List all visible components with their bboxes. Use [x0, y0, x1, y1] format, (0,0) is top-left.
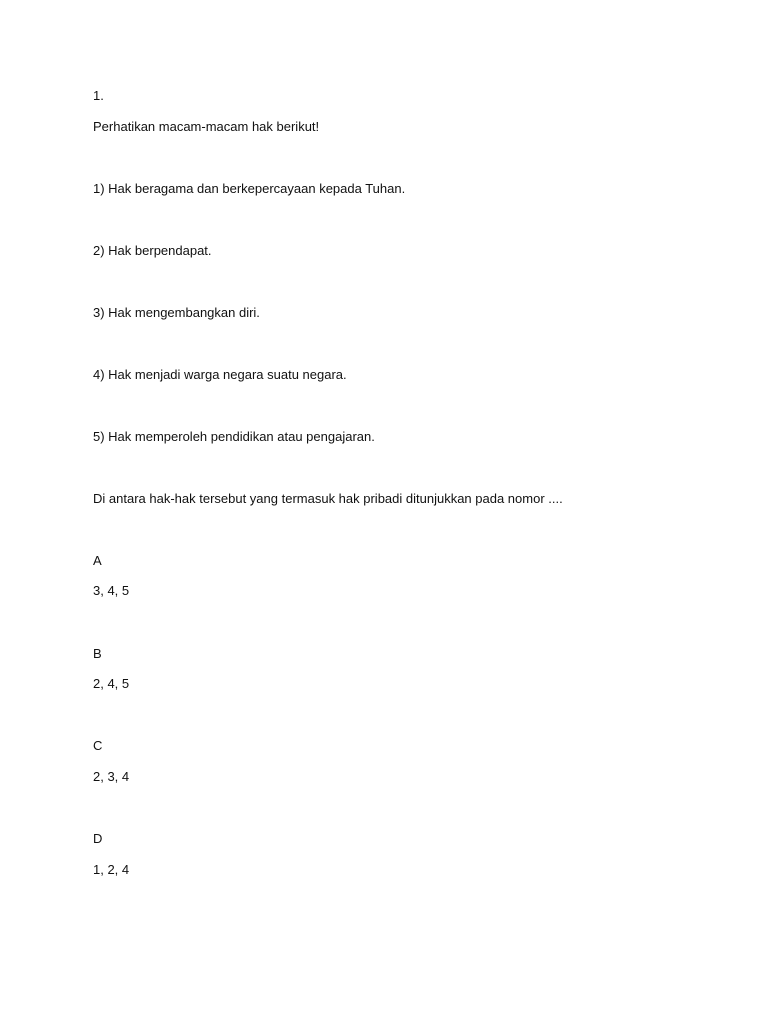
rights-list-item: 4) Hak menjadi warga negara suatu negara. — [93, 367, 347, 382]
rights-list-item: 5) Hak memperoleh pendidikan atau pengajaran. — [93, 429, 375, 444]
question-intro: Perhatikan macam-macam hak berikut! — [93, 119, 320, 134]
option-answer: 2, 3, 4 — [93, 769, 130, 784]
option-letter: A — [93, 553, 102, 568]
option-letter: B — [93, 646, 102, 661]
option-answer: 3, 4, 5 — [93, 583, 130, 598]
rights-list-item: 3) Hak mengembangkan diri. — [93, 305, 260, 320]
rights-list-item: 1) Hak beragama dan berkepercayaan kepada Tuhan. — [93, 181, 406, 196]
option-letter: C — [93, 738, 103, 753]
option-answer: 2, 4, 5 — [93, 676, 130, 691]
question-number: 1. — [93, 88, 104, 103]
option-letter: D — [93, 831, 103, 846]
rights-list-item: 2) Hak berpendapat. — [93, 243, 212, 258]
question-prompt: Di antara hak-hak tersebut yang termasuk hak pribadi ditunjukkan pada nomor .... — [93, 491, 563, 506]
option-answer: 1, 2, 4 — [93, 862, 130, 877]
